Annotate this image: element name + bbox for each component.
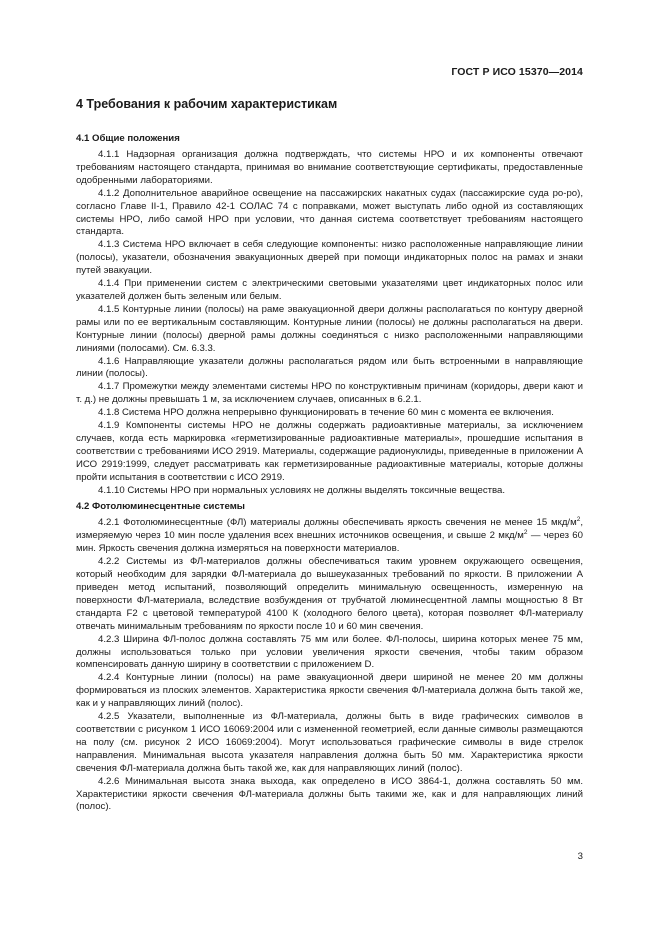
subsection-title-4-2: 4.2 Фотолюминесцентные системы xyxy=(76,501,245,513)
paragraph-4-2-5: 4.2.5 Указатели, выполненные из ФЛ-материала, должны быть в виде графических символов в соответствии с рисунком 1 ИСО 16069:2004 или с измененной геометрией, если данные символы размещаются на полу (см. рисунок 2 ИСО 16069:2004). Могут использоваться графические символы в виде стрелок направления. Минимальная высота указателя направления должна быть 50 мм. Характеристика яркости свечения ФЛ-материала должна быть такой же, как для направляющих линий (полос). xyxy=(76,711,583,774)
section-title: 4 Требования к рабочим характеристикам xyxy=(76,97,338,111)
paragraph-4-1-2: 4.1.2 Дополнительное аварийное освещение на пассажирских накатных судах (пассажирские суда ро-ро), согласно Главе II-1, Правило 42-1 СОЛАС 74 с поправками, может выступать либо одной из составляющих системы НРО, либо самой НРО при условии, что данная система соответствует требованиям настоящего стандарта. xyxy=(76,187,583,238)
subsection-title-4-1: 4.1 Общие положения xyxy=(76,133,180,144)
paragraph-4-1-3: 4.1.3 Система НРО включает в себя следующие компоненты: низко расположенные направляющие линии (полосы), указатели, обозначения эвакуационных дверей при помощи индикаторных полос на рамах и знаки путей эвакуации. xyxy=(76,239,583,277)
paragraph-4-2-3: 4.2.3 Ширина ФЛ-полос должна составлять 75 мм или более. ФЛ-полосы, ширина которых менее 75 мм, должны использоваться только при условии увеличения яркости свечения, чтобы таким образом компенсировать данную ширину в соответствии с приложением D. xyxy=(76,633,583,671)
superscript-squared: 2 xyxy=(523,529,528,537)
paragraph-4-1-1: 4.1.1 Надзорная организация должна подтверждать, что системы НРО и их компоненты отвечают требованиям настоящего стандарта, принимая во внимание соответствующие сертификаты, предоставленные одобренными лабораториями. xyxy=(76,149,583,186)
paragraph-4-2-2: 4.2.2 Системы из ФЛ-материалов должны обеспечиваться таким уровнем окружающего освещения, который необходим для зарядки ФЛ-материала до вышеуказанных требований по яркости. В приложении А приведен метод испытаний, позволяющий определить минимальную освещенность, измеренную на поверхности ФЛ-материала, вследствие возбуждения от трубчатой люминесцентной лампы мощностью 8 Вт стандарта F2 с цветовой температурой 4100 К (холодного белого цвета), которая позволяет ФЛ-материалу отвечать минимальным требованиям по яркости после 10 и 60 мин свечения. xyxy=(76,556,583,632)
paragraph-4-1-7: 4.1.7 Промежутки между элементами системы НРО по конструктивным причинам (коридоры, двери кают и т. д.) не должны превышать 1 м, за исключением случаев, описанных в 6.2.1. xyxy=(76,381,583,406)
paragraph-4-2-6: 4.2.6 Минимальная высота знака выхода, как определено в ИСО 3864-1, должна составлять 50 мм. Характеристики яркости свечения ФЛ-материала должны быть такими же, как и для направляющих линий (полос). xyxy=(76,775,583,813)
paragraph-4-1-6: 4.1.6 Направляющие указатели должны располагаться рядом или быть встроенными в направляющие линии (полосы). xyxy=(76,355,583,380)
paragraph-4-2-4: 4.2.4 Контурные линии (полосы) на раме эвакуационной двери шириной не менее 20 мм должны формироваться из плоских элементов. Характеристика яркости свечения ФЛ-материала должна быть такой же, как и у направляющих линий (полос). xyxy=(76,672,583,710)
doc-header-code: ГОСТ Р ИСО 15370—2014 xyxy=(451,66,583,78)
page-content xyxy=(76,96,583,814)
paragraph-4-2-1 xyxy=(76,517,583,556)
paragraph-4-1-8: 4.1.8 Система НРО должна непрерывно функционировать в течение 60 мин с момента ее включения. xyxy=(98,407,554,419)
paragraph-4-2-1-part2: , измеряемую через 10 мин после удаления всех внешних источников освещения, и свыше 2 мкд/м xyxy=(76,517,583,542)
paragraph-4-1-10: 4.1.10 Системы НРО при нормальных условиях не должны выделять токсичные вещества. xyxy=(98,484,506,496)
paragraph-4-2-1-part1: 4.2.1 Фотолюминесцентные (ФЛ) материалы должны обеспечивать яркость свечения не менее 15 мкд/м xyxy=(98,517,577,529)
page-number: 3 xyxy=(577,851,583,862)
paragraph-4-2-1-part3: — через 60 мин. Яркость свечения должна измеряться на поверхности материалов. xyxy=(76,530,583,555)
paragraph-4-1-5: 4.1.5 Контурные линии (полосы) на раме эвакуационной двери должны располагаться по контуру дверной рамы или по ее вертикальным составляющим. Контурные линии (полосы) не должны располагаться на двери. Контурные линии (полосы) дверной рамы должны соединяться с низко расположенными направляющими линиями (полосами). См. 6.3.3. xyxy=(76,303,583,354)
paragraph-4-1-4: 4.1.4 При применении систем с электрическими световыми указателями цвет индикаторных полос или указателей должен быть зеленым или белым. xyxy=(76,278,583,302)
paragraph-4-1-9: 4.1.9 Компоненты системы НРО не должны содержать радиоактивные материалы, за исключением случаев, когда есть маркировка «герметизированные радиоактивные материалы», прошедшие испытания в соответствии с требованиями ИСО 2919. Материалы, содержащие радионуклиды, приведенные в приложении А ИСО 2919:1999, следует рассматривать как герметизированные радиоактивные материалы, которые должны пройти испытания в соответствии с ИСО 2919. xyxy=(76,420,583,483)
superscript-squared: 2 xyxy=(576,516,581,524)
